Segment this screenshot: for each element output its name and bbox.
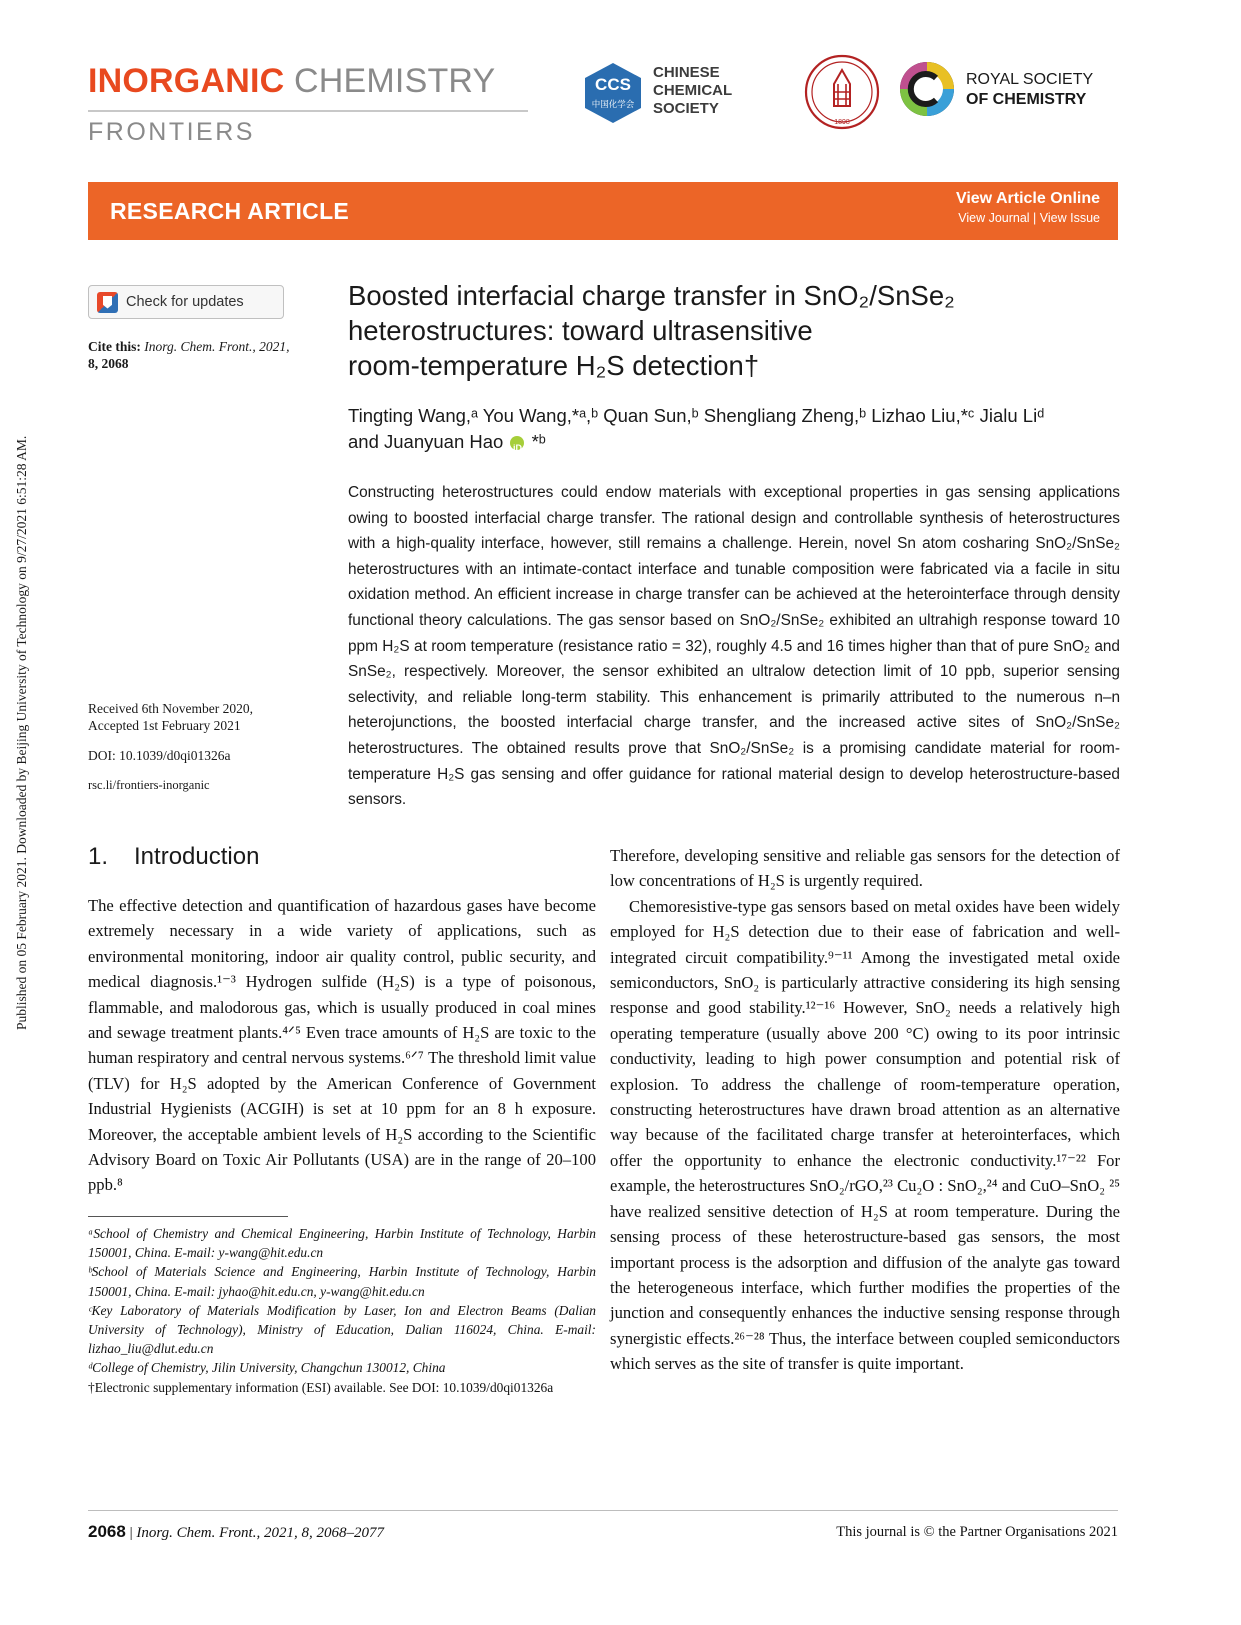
footer-divider: [88, 1510, 1118, 1511]
dates-block: [88, 700, 318, 734]
body-column-right: [610, 843, 1120, 1377]
footer-left: [88, 1522, 384, 1542]
svg-text:1898: 1898: [834, 119, 850, 126]
affiliation-d: ᵈCollege of Chemistry, Jilin University, Changchun 130012, China: [88, 1360, 446, 1376]
crossmark-icon: [97, 292, 118, 313]
page-title: [348, 278, 1120, 383]
footer-citation: Inorg. Chem. Front., 2021, 8, 2068–2077: [136, 1525, 384, 1541]
received-date: Received 6th November 2020,: [88, 701, 253, 716]
title-line-2: heterostructures: toward ultrasensitive: [348, 315, 813, 346]
abstract-text: Constructing heterostructures could endow materials with exceptional properties in gas sensing applications owing to boosted interfacial charge transfer. The rational design and controllable synthesis of heterostructures with a high-quality interface, however, still remains a challenge. Herein, novel Sn atom cosharing SnO₂/SnSe₂ heterostructures with an intimate-contact interface and tunable composition were fabricated via a facile in situ oxidation method. An efficient increase in charge transfer can be achieved at the heterointerface through density functional theory calculations. The gas sensor based on SnO₂/SnSe₂ exhibited an ultrahigh response toward 10 ppm H₂S at room temperature (resistance ratio = 32), roughly 4.5 and 16 times higher than that of pure SnO₂ and SnSe₂, respectively. Moreover, the sensor exhibited an ultralow detection limit of 10 ppb, superior sensing selectivity, and reliable long-term stability. This enhancement is primarily attributed to the numerous n–n heterojunctions, the boosted interfacial charge transfer, and the increased active sites of SnO₂/SnSe₂ heterostructures. The obtained results prove that SnO₂/SnSe₂ is a promising candidate material for room-temperature H₂S gas sensing and offer guidance for rational material design to develop heterostructure-based sensors.: [348, 484, 1120, 809]
svg-text:CCS: CCS: [595, 75, 631, 94]
authors-line-2-wrap: [348, 429, 1120, 455]
affiliation-c: ᶜKey Laboratory of Materials Modification by Laser, Ion and Electron Beams (Dalian University of Technology), Ministry of Education, Dalian 116024, China. E-mail: lizhao_liu@dlut.edu.cn: [88, 1302, 596, 1357]
rsc-logo-text: [966, 70, 1093, 110]
svg-text:中国化学会: 中国化学会: [591, 100, 635, 110]
research-article-banner: [88, 182, 1118, 240]
peking-university-seal-icon: [804, 54, 880, 130]
authors-line-2-suffix: *ᵇ: [531, 431, 546, 452]
authors-line-1: Tingting Wang,ᵃ You Wang,*ᵃ,ᵇ Quan Sun,ᵇ Shengliang Zheng,ᵇ Lizhao Liu,*ᶜ Jialu Liᵈ: [348, 405, 1045, 426]
check-for-updates-label: Check for updates: [126, 294, 244, 310]
affiliations-block: [88, 1224, 596, 1397]
cite-this-value: Inorg. Chem. Front., 2021,: [144, 339, 290, 354]
journal-subtitle: FRONTIERS: [88, 118, 255, 146]
title-line-3: room-temperature H₂S detection†: [348, 350, 760, 381]
download-stamp-text: Published on 05 February 2021. Downloaded by Beijing University of Technology on 9/27/2021 6:51:28 AM.: [14, 435, 29, 1030]
cite-this-block: [88, 338, 328, 372]
cite-this-label: Cite this:: [88, 339, 141, 354]
view-online-block[interactable]: [956, 190, 1100, 225]
cite-this-volume-page: 8, 2068: [88, 356, 129, 371]
ccs-line-1: CHINESE: [653, 64, 720, 81]
ccs-logo: [583, 62, 773, 124]
section-heading: [88, 843, 259, 871]
affiliation-a: ᵃSchool of Chemistry and Chemical Engineering, Harbin Institute of Technology, Harbin 150001, China. E-mail: y-wang@hit.edu.cn: [88, 1226, 596, 1261]
ccs-line-3: SOCIETY: [653, 100, 719, 117]
footer-separator: |: [129, 1525, 133, 1541]
footnote-divider: [88, 1216, 288, 1217]
doi-text[interactable]: DOI: 10.1039/d0qi01326a: [88, 748, 231, 763]
ccs-line-2: CHEMICAL: [653, 82, 733, 99]
rsc-line-1: ROYAL SOCIETY: [966, 71, 1094, 88]
intro-paragraph-right-2: Chemoresistive-type gas sensors based on metal oxides have been widely employed for H₂S detection due to their ease of fabrication and well-integrated circuit compatibility.⁹⁻¹¹ Among the investigated metal oxide semiconductors, SnO₂ is particularly attractive considering its high sensing response and good stability.¹²⁻¹⁶ However, SnO₂ needs a relatively high operating temperature (usually above 200 °C) owing to its poor intrinsic conductivity, leading to high power consumption and potential risk of explosion. To address the challenge of room-temperature operation, constructing heterostructures have drawn broad attention as an alternative way because of the facilitated charge transfer at heterointerfaces, which offer the opportunity to enhance the electronic conductivity.¹⁷⁻²² For example, the heterostructures SnO₂/rGO,²³ Cu₂O : SnO₂,²⁴ and CuO–SnO₂ ²⁵ have realized sensitive detection of H₂S at room temperature. During the sensing process of these heterostructure-based gas sensors, the most important process is the adsorption and diffusion of the analyte gas toward the heterogeneous interface, which further modifies the properties of the junction and consequently enhances the inductive sensing response through synergistic effects.²⁶⁻²⁸ Thus, the interface between coupled semiconductors which serves as the site of transfer is quite important.: [610, 896, 1120, 1374]
section-title: Introduction: [134, 843, 260, 870]
banner-label: RESEARCH ARTICLE: [110, 198, 350, 224]
masthead: [88, 52, 1118, 164]
section-number: 1.: [88, 843, 109, 870]
journal-title-rule: [88, 110, 528, 112]
esi-footnote: †Electronic supplementary information (ESI) available. See DOI: 10.1039/d0qi01326a: [88, 1379, 554, 1395]
rsc-link-text[interactable]: rsc.li/frontiers-inorganic: [88, 778, 210, 792]
footer-copyright: This journal is © the Partner Organisations 2021: [836, 1524, 1118, 1540]
check-for-updates-button[interactable]: [88, 285, 284, 319]
title-line-1: Boosted interfacial charge transfer in SnO₂/SnSe₂: [348, 280, 955, 311]
body-column-left: [88, 893, 596, 1198]
ccs-hexagon-icon: [583, 62, 643, 124]
view-article-online-link[interactable]: View Article Online: [955, 190, 1100, 207]
download-stamp: [0, 0, 70, 1625]
ccs-logo-text: [653, 64, 732, 118]
author-list: [348, 403, 1120, 455]
journal-title-word2: CHEMISTRY: [294, 62, 496, 100]
rsc-logo: [898, 60, 1118, 124]
rsc-line-2: OF CHEMISTRY: [966, 91, 1087, 108]
affiliation-b: ᵇSchool of Materials Science and Engineering, Harbin Institute of Technology, Harbin 150001, China. E-mail: jyhao@hit.edu.cn, y-wang@hit.edu.cn: [88, 1264, 596, 1299]
journal-title: [88, 62, 495, 101]
authors-line-2: and Juanyuan Hao: [348, 431, 504, 452]
footer-page-number: 2068: [88, 1522, 126, 1541]
intro-paragraph-right-1: Therefore, developing sensitive and reliable gas sensors for the detection of low concentrations of H₂S is urgently required.: [610, 846, 1120, 891]
intro-paragraph-left: The effective detection and quantification of hazardous gases have become extremely necessary in a wide variety of applications, such as environmental monitoring, indoor air quality control, public security, and medical diagnosis.¹⁻³ Hydrogen sulfide (H₂S) is a type of poisonous, flammable, and malodorous gas, which is usually produced in coal mines and sewage treatment plants.⁴ᐟ⁵ Even trace amounts of H₂S are toxic to the human respiratory and central nervous systems.⁶ᐟ⁷ The threshold limit value (TLV) for H₂S adopted by the American Conference of Government Industrial Hygienists (ACGIH) is set at 10 ppm for an 8 h exposure. Moreover, the acceptable ambient levels of H₂S according to the Scientific Advisory Board on Toxic Air Pollutants (USA) are in the range of 20–100 ppb.⁸: [88, 896, 596, 1195]
view-journal-issue-links[interactable]: View Journal | View Issue: [958, 211, 1100, 225]
orcid-icon[interactable]: [510, 436, 524, 450]
journal-title-word1: INORGANIC: [88, 62, 285, 100]
rsc-circle-icon: [898, 60, 956, 118]
accepted-date: Accepted 1st February 2021: [88, 718, 241, 733]
